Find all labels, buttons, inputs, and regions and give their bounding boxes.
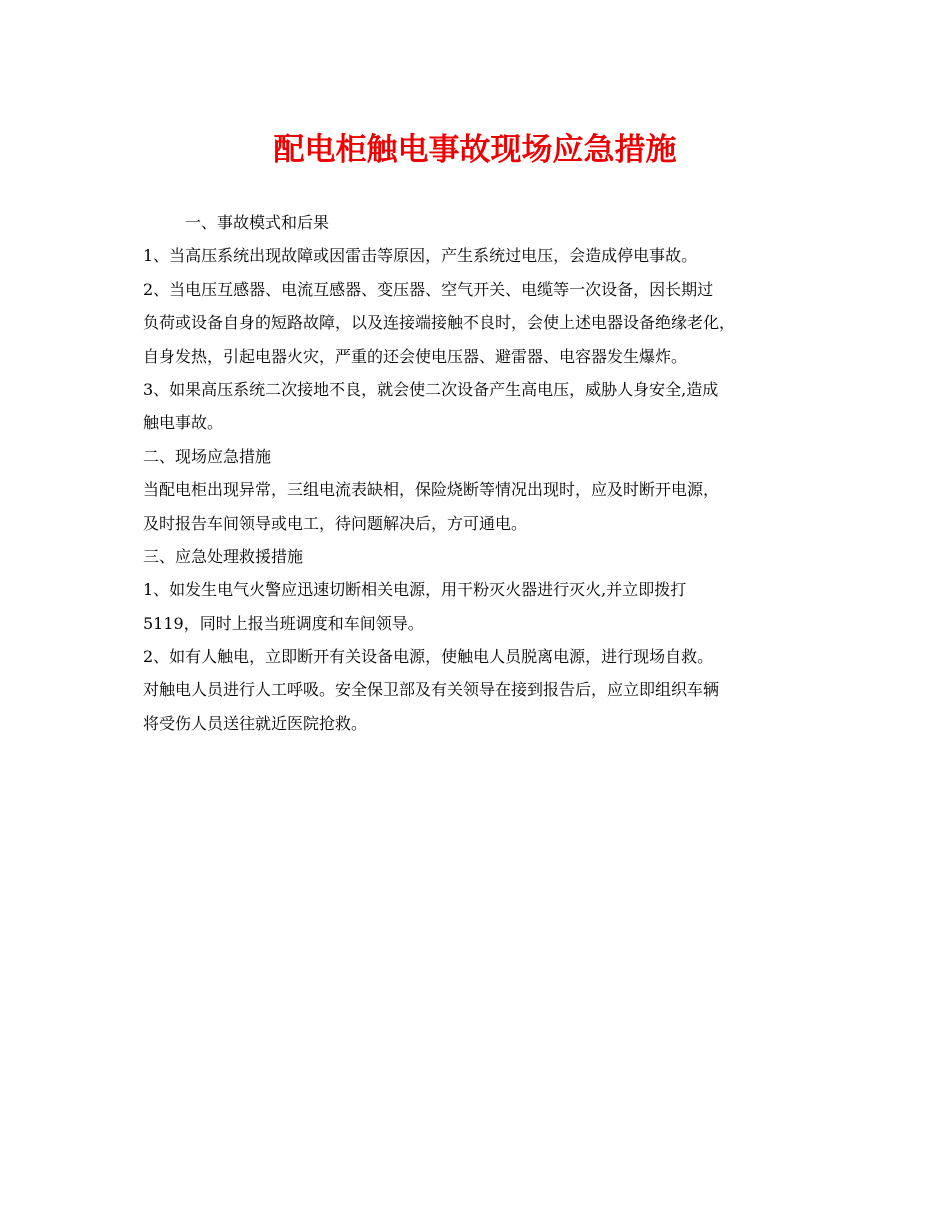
paragraph-line: 2、当电压互感器、电流互感器、变压器、空气开关、电缆等一次设备，因长期过	[143, 279, 714, 299]
paragraph-line: 2、如有人触电，立即断开有关设备电源，使触电人员脱离电源，进行现场自救。	[143, 647, 714, 667]
document-title: 配电柜触电事故现场应急措施	[273, 132, 677, 168]
paragraph-line: 1、如发生电气火警应迅速切断相关电源，用干粉灭火器进行灭火,并立即拨打	[143, 580, 687, 600]
document-body	[143, 206, 843, 740]
section-heading-accident-modes: 一、事故模式和后果	[185, 213, 330, 232]
paragraph-line: 3、如果高压系统二次接地不良，就会使二次设备产生高电压，威胁人身安全,造成	[143, 379, 719, 399]
paragraph-line: 负荷或设备自身的短路故障，以及连接端接触不良时，会使上述电器设备绝缘老化，	[143, 313, 736, 333]
paragraph-line: 及时报告车间领导或电工，待问题解决后，方可通电。	[143, 513, 528, 533]
paragraph-line: 5119，同时上报当班调度和车间领导。	[143, 613, 424, 633]
paragraph-line: 触电事故。	[143, 413, 224, 433]
paragraph-line: 对触电人员进行人工呼吸。安全保卫部及有关领导在接到报告后，应立即组织车辆	[143, 680, 720, 700]
paragraph-line: 当配电柜出现异常，三组电流表缺相，保险烧断等情况出现时，应及时断开电源，	[143, 480, 720, 500]
paragraph-line: 将受伤人员送往就近医院抢救。	[143, 713, 368, 733]
section-heading-rescue-measures: 三、应急处理救援措施	[143, 546, 304, 566]
section-heading-onsite-measures: 二、现场应急措施	[143, 446, 272, 466]
paragraph-line: 自身发热，引起电器火灾，严重的还会使电压器、避雷器、电容器发生爆炸。	[143, 346, 688, 366]
paragraph-line: 1、当高压系统出现故障或因雷击等原因，产生系统过电压，会造成停电事故。	[143, 246, 698, 266]
